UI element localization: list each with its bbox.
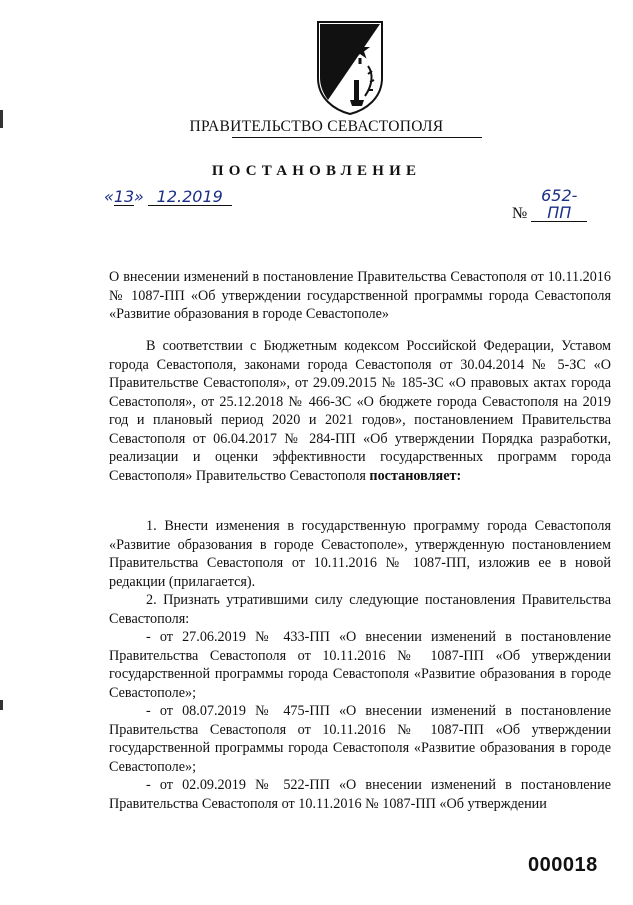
scan-edge-mark	[0, 110, 3, 128]
document-type-title: ПОСТАНОВЛЕНИЕ	[211, 163, 422, 179]
decree-items	[109, 517, 611, 813]
preamble-verb: постановляет:	[369, 467, 462, 484]
scan-edge-mark	[0, 700, 3, 710]
date-close-quote: »	[133, 187, 144, 206]
preamble-text: В соответствии с Бюджетным кодексом Российской Федерации, Уставом города Севастополя, законами города Севастополя от 30.04.2014 № 5-ЗС «О Правительстве Севастополя», от 29.09.2015 № 185-ЗС «О правовых актах города Севастополя», от 25.12.2018 № 466-ЗС «О бюджете города Севастополя на 2019 год и плановый период 2020 и 2021 годов», постановлением Правительства Севастополя от 06.04.2017 № 284-ПП «Об утверждении Порядка разработки, реализации и оценки эффективности государственных программ города Севастополя» Правительство Севастополя	[109, 338, 611, 484]
date-month-year: 12.2019	[148, 188, 232, 206]
list-item: - от 08.07.2019 № 475-ПП «О внесении изменений в постановление Правительства Севастополя от 10.11.2016 № 1087-ПП «Об утверждении государственной программы города Севастополя «Развитие образования в городе Севастополе»;	[109, 703, 611, 775]
date-day: 13	[113, 187, 135, 206]
government-name: ПРАВИТЕЛЬСТВО СЕВАСТОПОЛЯ	[189, 118, 444, 135]
decree-date	[104, 187, 232, 207]
decree-subject: О внесении изменений в постановление Правительства Севастополя от 10.11.2016 № 1087-ПП «Об утверждении государственной программы города Севастополя «Развитие образования в городе Севастополе»	[109, 269, 611, 322]
list-item: - от 02.09.2019 № 522-ПП «О внесении изменений в постановление Правительства Севастополя от 10.11.2016 № 1087-ПП «Об утверждении	[109, 777, 611, 812]
header-divider	[232, 137, 482, 138]
preamble	[109, 337, 611, 485]
item-2: 2. Признать утратившими силу следующие постановления Правительства Севастополя:	[109, 592, 611, 627]
sevastopol-coat-of-arms-icon	[316, 20, 384, 116]
number-value: 652-ПП	[531, 187, 587, 222]
list-item: - от 27.06.2019 № 433-ПП «О внесении изменений в постановление Правительства Севастополя от 10.11.2016 № 1087-ПП «Об утверждении государственной программы города Севастополя «Развитие образования в городе Севастополе»;	[109, 629, 611, 701]
decree-number	[512, 187, 587, 223]
date-open-quote: «	[104, 187, 114, 206]
page-serial-number: 000018	[528, 854, 598, 876]
number-sign: №	[512, 205, 528, 222]
item-1: 1. Внести изменения в государственную программу города Севастополя «Развитие образования в городе Севастополе», утвержденную постановлением Правительства Севастополя от 10.11.2016 № 1087-ПП, изложив ее в новой редакции (прилагается).	[109, 518, 611, 590]
